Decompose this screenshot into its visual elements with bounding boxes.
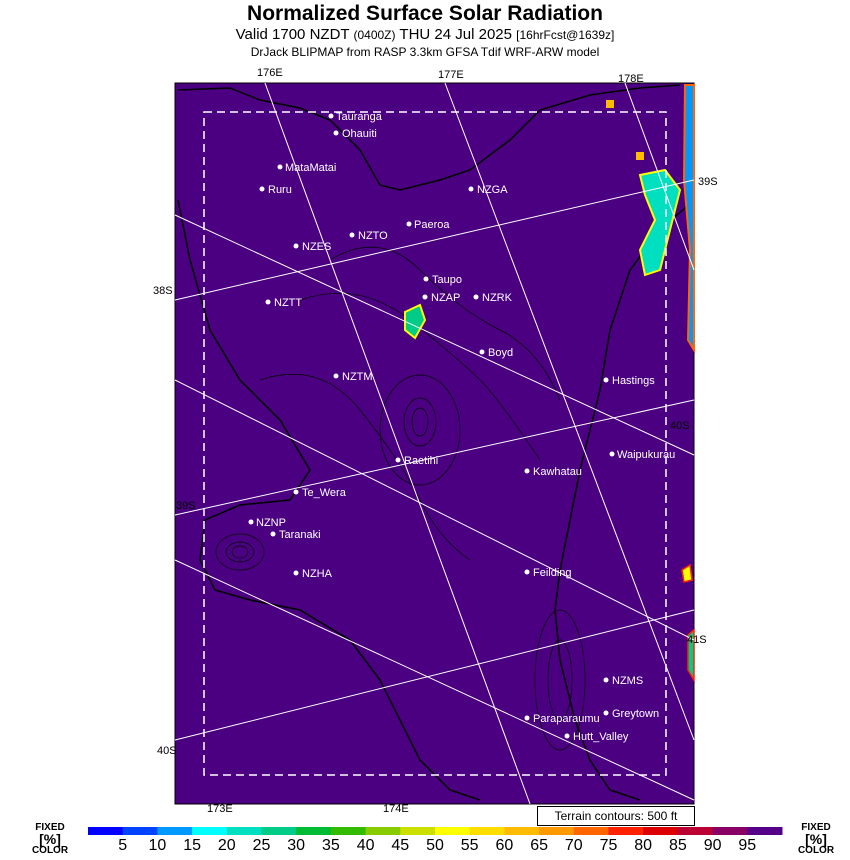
color-scale-swatch [609,827,644,835]
station-label: Paraparaumu [533,713,600,725]
station-label: Feilding [533,567,572,579]
station-marker [271,532,276,537]
grid-label-38s-left: 38S [153,285,173,297]
valid-date: THU 24 Jul 2025 [399,26,512,43]
station-marker [610,452,615,457]
station-label: NZES [302,241,332,253]
color-scale-tick: 55 [460,837,479,854]
station-marker [525,469,530,474]
station-label: Tauranga [336,111,382,123]
station-label: NZNP [256,517,286,529]
color-scale-swatch [331,827,366,835]
grid-label-173e: 173E [207,803,233,815]
color-scale-swatch [262,827,297,835]
color-scale-tick: 30 [287,837,306,854]
station-marker [604,678,609,683]
color-scale-swatch [678,827,713,835]
station-marker [266,300,271,305]
color-scale-tick: 10 [148,837,167,854]
station-label: Raetihi [404,455,439,467]
grid-label-177e: 177E [438,69,464,81]
legend-left-fixed: FIXED [35,822,65,833]
station-marker [294,571,299,576]
station-label: Taupo [432,274,462,286]
color-scale-tick: 20 [217,837,236,854]
station-label: Ruru [268,184,292,196]
station-marker [525,716,530,721]
grid-label-40s-right: 40S [670,420,690,432]
station-marker [407,222,412,227]
color-scale-swatch [713,827,748,835]
color-scale-tick: 65 [530,837,548,854]
station-label: NZGA [477,184,508,196]
station-label: MataMatai [285,162,337,174]
color-scale-swatch [539,827,574,835]
color-scale-tick: 90 [703,837,722,854]
map-title: Normalized Surface Solar Radiation [247,2,603,25]
color-scale-swatch [366,827,401,835]
color-scale-swatch [227,827,262,835]
station-label: Hutt_Valley [573,731,629,743]
station-marker [604,378,609,383]
color-scale-swatch [504,827,539,835]
station-marker [278,165,283,170]
color-scale-tick: 60 [495,837,514,854]
station-label: Kawhatau [533,466,582,478]
color-scale-swatch [296,827,331,835]
station-marker [334,131,339,136]
station-marker [604,711,609,716]
legend-left-label [28,823,72,856]
station-label: Hastings [612,375,655,387]
station-label: Greytown [612,708,660,720]
station-label: Waipukurau [617,449,676,461]
grid-label-40s-left: 40S [157,745,177,757]
station-label: NZMS [612,675,644,687]
color-scale-tick: 5 [118,837,128,854]
station-label: Paeroa [414,219,450,231]
station-marker [424,277,429,282]
station-label: NZHA [302,568,332,580]
station-marker [294,244,299,249]
station-label: Taranaki [279,529,321,541]
color-scale-tick: 95 [738,837,757,854]
station-label: Te_Wera [302,487,346,499]
station-label: NZTO [358,230,388,242]
grid-label-41s-right: 41S [687,634,707,646]
station-label: NZTM [342,371,373,383]
station-label: NZRK [482,292,512,304]
valid-time-zulu: (0400Z) [353,28,396,42]
valid-time-main: Valid 1700 NZDT [235,26,350,43]
station-marker [329,114,334,119]
station-label: Boyd [488,347,514,359]
station-marker [525,570,530,575]
station-marker [334,374,339,379]
color-scale-tick: 45 [391,837,410,854]
color-scale-tick: 25 [252,837,271,854]
legend-right-unit: [%] [805,831,827,847]
color-scale-tick: 15 [183,837,201,854]
color-scale-tick: 35 [321,837,340,854]
map-field [175,83,694,804]
station-marker [474,295,479,300]
station-marker [469,187,474,192]
grid-label-39s-left: 39S [176,500,196,512]
station-marker [423,295,428,300]
color-scale-swatch [88,827,123,835]
station-marker [294,490,299,495]
color-scale-swatch [192,827,227,835]
color-scale-swatch [157,827,192,835]
station-label: Ohauiti [342,128,377,140]
forecast-info: [16hrFcst@1639z] [516,28,615,42]
station-label: NZAP [431,292,461,304]
grid-label-178e: 178E [618,73,644,85]
station-marker [249,520,254,525]
station-marker [480,350,485,355]
grid-label-174e: 174E [383,803,409,815]
color-scale-tick: 70 [564,837,583,854]
station-marker [260,187,265,192]
legend-left-unit: [%] [39,831,61,847]
station-label: NZTT [274,297,303,309]
terrain-contour-note: Terrain contours: 500 ft [537,806,695,826]
color-scale-tick: 85 [668,837,687,854]
station-marker [565,734,570,739]
color-scale-swatch [435,827,470,835]
grid-label-176e: 176E [257,67,283,79]
color-scale-tick: 40 [356,837,375,854]
legend-right-color: COLOR [797,845,835,856]
color-scale-tick: 75 [599,837,618,854]
color-scale-swatch [400,827,435,835]
color-scale-bar [88,827,783,835]
grid-label-39s-right: 39S [698,176,718,188]
color-scale-swatch [574,827,609,835]
color-scale-swatch [643,827,678,835]
color-scale-tick: 80 [634,837,653,854]
station-marker [396,458,401,463]
model-description: DrJack BLIPMAP from RASP 3.3km GFSA Tdif WRF-ARW model [250,45,600,59]
legend-right-fixed: FIXED [801,822,831,833]
color-scale-swatch [123,827,158,835]
color-scale-swatch [747,827,782,835]
legend-left-color: COLOR [31,845,69,856]
station-marker [350,233,355,238]
color-scale-swatch [470,827,505,835]
legend-right-label [794,823,838,856]
color-scale-tick: 50 [426,837,444,854]
